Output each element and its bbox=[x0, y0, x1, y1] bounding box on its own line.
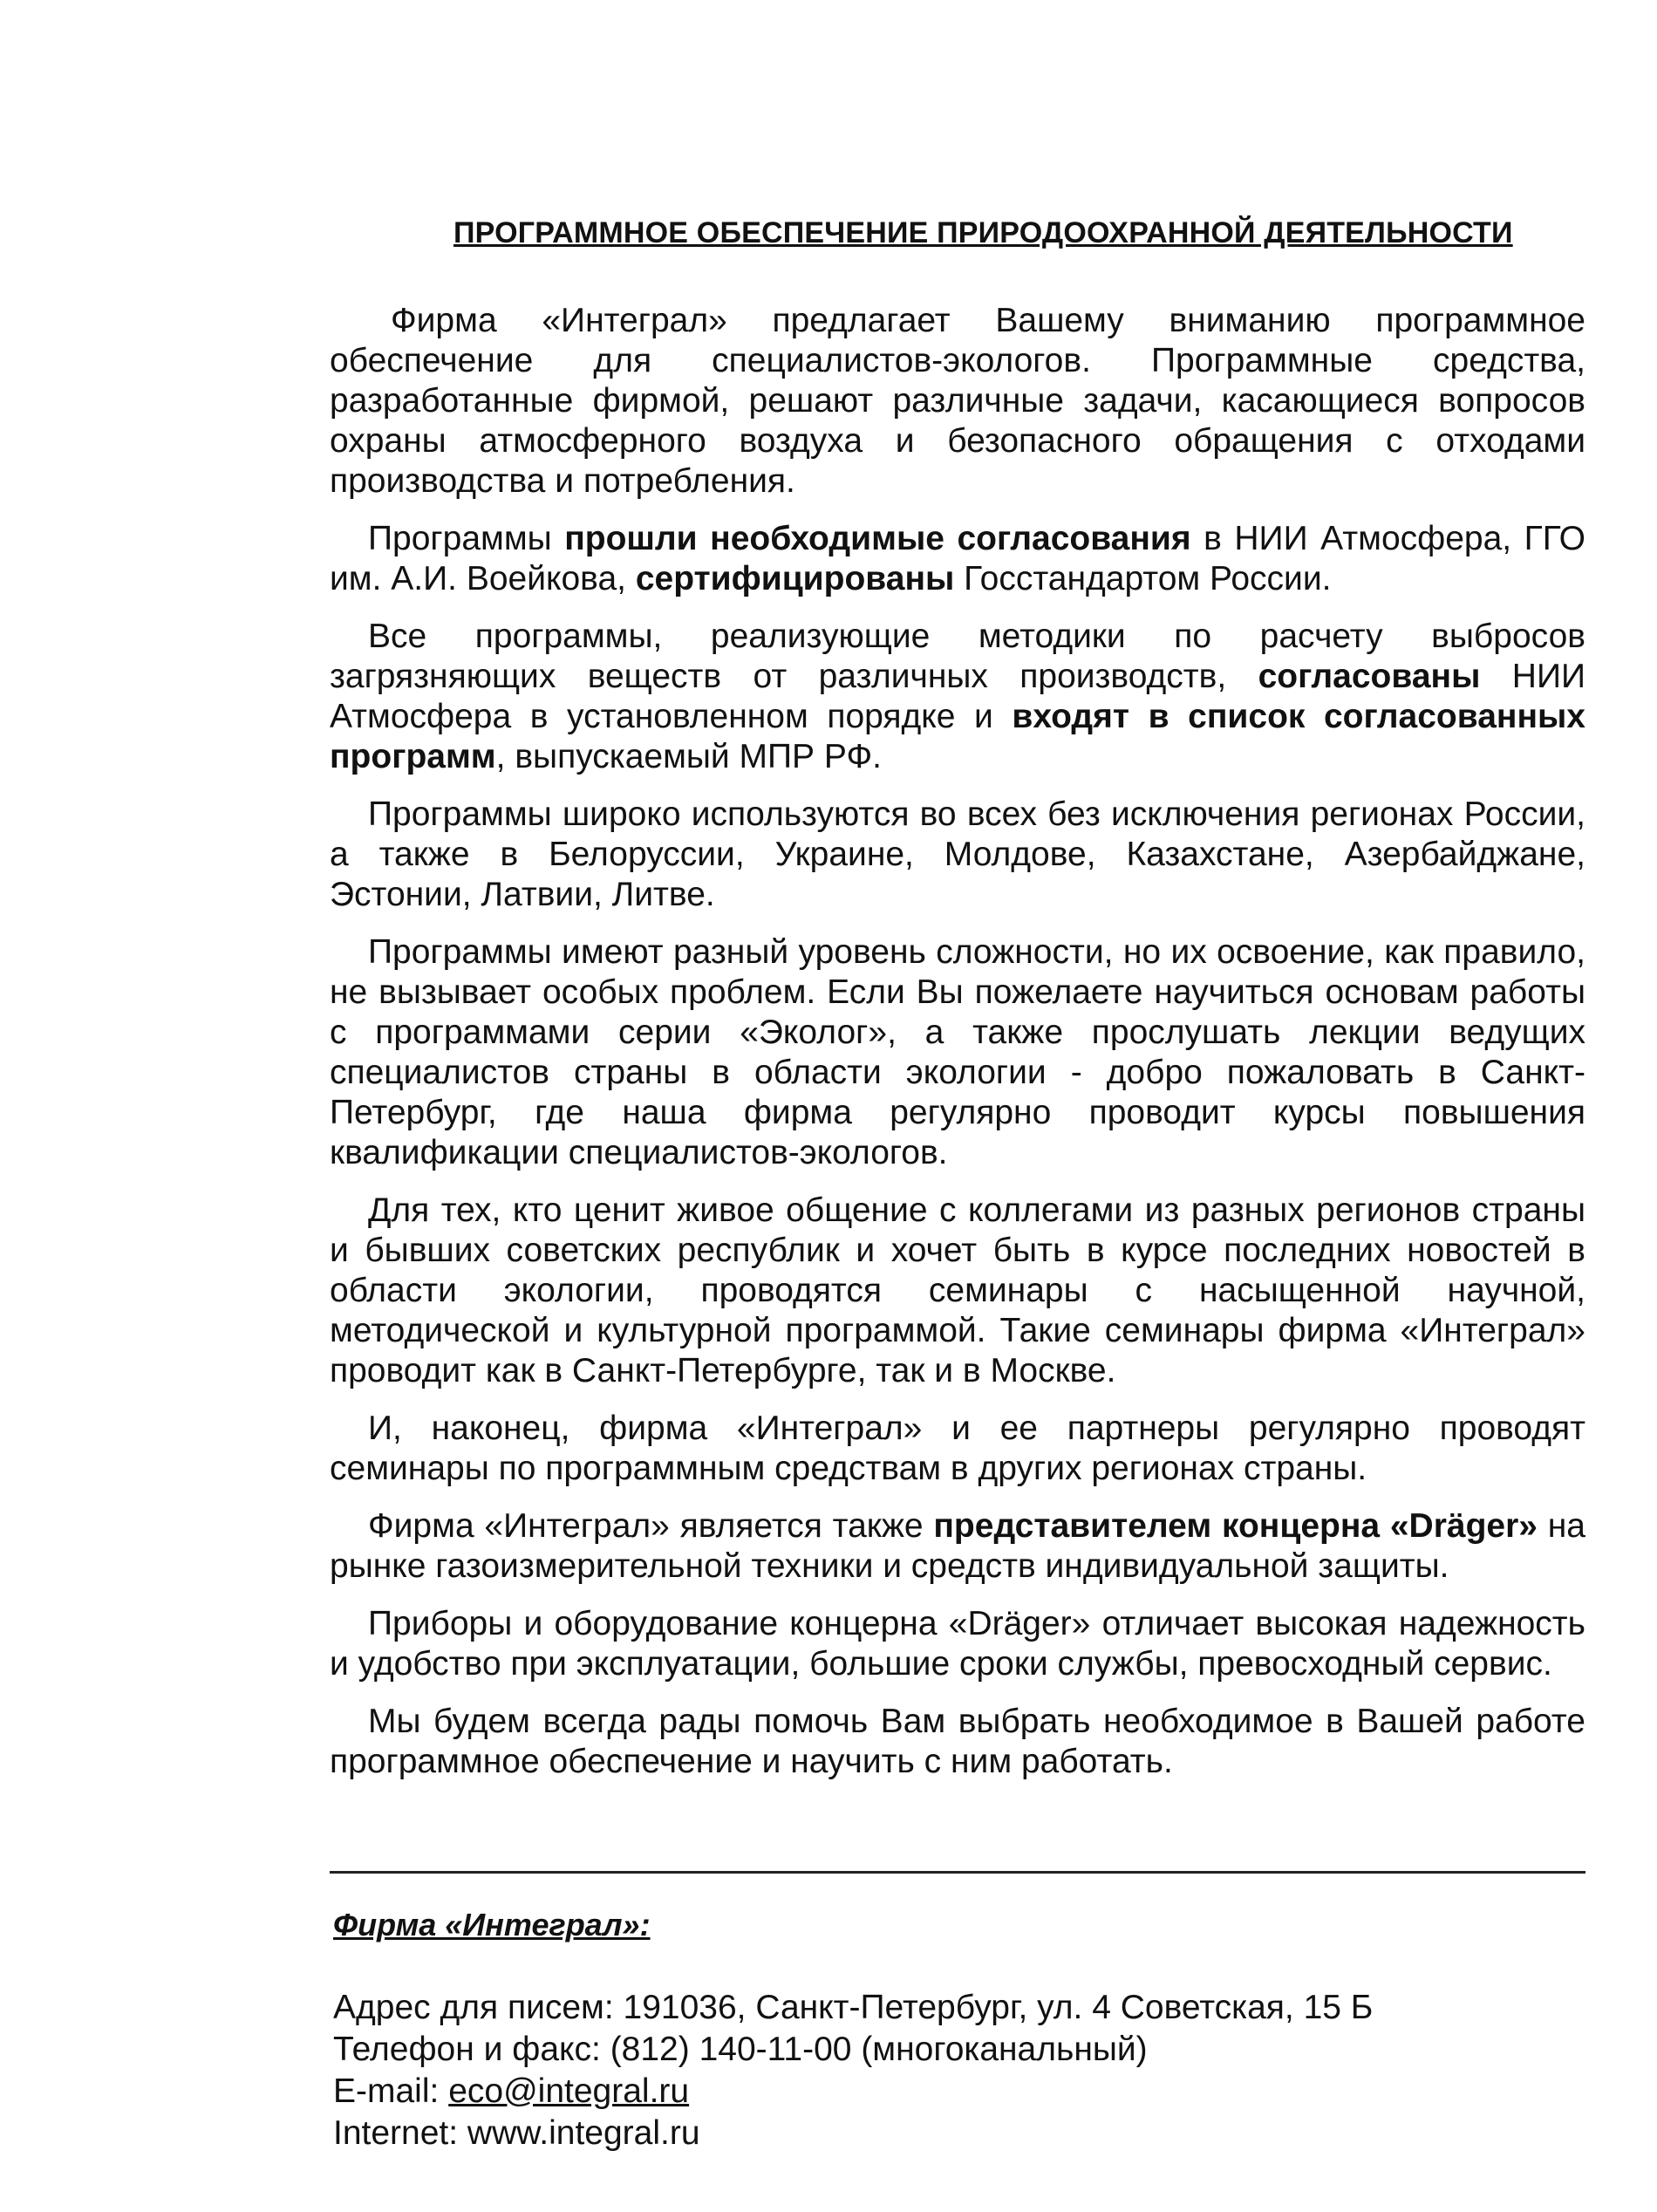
company-heading: Фирма «Интеграл»: bbox=[333, 1907, 651, 1942]
paragraph-text: , выпускаемый МПР РФ. bbox=[495, 738, 882, 775]
paragraph-text: в НИИ Атмосфера, ГГО им. А.И. Воейкова, bbox=[330, 520, 1586, 597]
separator-line bbox=[330, 1871, 1585, 1874]
paragraph-text: на рынке газоизмерительной техники и средств индивидуальной защиты. bbox=[330, 1507, 1585, 1585]
contact-block bbox=[333, 1987, 1572, 2154]
emphasis-drager: представителем концерна «Dräger» bbox=[933, 1507, 1538, 1545]
paragraph-seminars bbox=[330, 1191, 1585, 1391]
paragraph-text: Все программы, реализующие методики по расчету выбросов загрязняющих веществ от различных производств, bbox=[330, 618, 1585, 695]
paragraph-regions bbox=[330, 795, 1585, 915]
paragraph-text: Фирма «Интеграл» предлагает Вашему вниманию программное обеспечение для специалистов-экологов. Программные средства, разработанные фирмой, решают различные задачи, касающиеся вопросов охраны атмосферного воздуха и безопасного обращения с отходами производства и потребления. bbox=[330, 302, 1585, 500]
document-title: ПРОГРАММНОЕ ОБЕСПЕЧЕНИЕ ПРИРОДООХРАННОЙ ДЕЯТЕЛЬНОСТИ bbox=[453, 216, 1513, 249]
paragraph-methods bbox=[330, 617, 1585, 777]
paragraph-text: Мы будем всегда рады помочь Вам выбрать необходимое в Вашей работе программное обеспечение и научить с ним работать. bbox=[330, 1703, 1585, 1780]
email-line bbox=[333, 2071, 1572, 2113]
paragraph-intro bbox=[330, 301, 1585, 502]
paragraph-text: Госстандартом России. bbox=[954, 560, 1332, 597]
paragraph-text: Программы bbox=[368, 520, 565, 557]
document-body bbox=[330, 301, 1585, 1799]
paragraph-text: Программы имеют разный уровень сложности, но их освоение, как правило, не вызывает особых проблем. Если Вы пожелаете научиться основам работы с программами серии «Эколог», а также прослушать лекции ведущих специалистов страны в области экологии - добро пожаловать в Санкт-Петербург, где наша фирма регулярно проводит курсы повышения квалификации специалистов-экологов. bbox=[330, 933, 1585, 1171]
paragraph-text: И, наконец, фирма «Интеграл» и ее партнеры регулярно проводят семинары по программным средствам в других регионах страны. bbox=[330, 1410, 1585, 1487]
paragraph-approvals bbox=[330, 519, 1585, 599]
paragraph-text: Фирма «Интеграл» является также bbox=[368, 1507, 934, 1545]
paragraph-drager-quality bbox=[330, 1604, 1585, 1684]
paragraph-drager-representative bbox=[330, 1506, 1585, 1587]
paragraph-partners bbox=[330, 1409, 1585, 1489]
emphasis-approved-list: входят в список согласованных программ bbox=[330, 698, 1585, 775]
phone-line: Телефон и факс: (812) 140-11-00 (многоканальный) bbox=[333, 2031, 1148, 2068]
paragraph-training bbox=[330, 932, 1585, 1173]
paragraph-text: Для тех, кто ценит живое общение с коллегами из разных регионов страны и бывших советских республик и хочет быть в курсе последних новостей в области экологии, проводятся семинары с насыщенной научной, методической и культурной программой. Такие семинары фирма «Интеграл» проводит как в Санкт-Петербурге, так и в Москве. bbox=[330, 1191, 1585, 1389]
internet-line[interactable]: Internet: www.integral.ru bbox=[333, 2114, 700, 2152]
paragraph-text: Программы широко используются во всех без исключения регионах России, а также в Белоруссии, Украине, Молдове, Казахстане, Азербайджане, Эстонии, Латвии, Литве. bbox=[330, 795, 1585, 913]
paragraph-closing bbox=[330, 1702, 1585, 1782]
emphasis-approvals: прошли необходимые согласования bbox=[564, 520, 1191, 557]
emphasis-certified: сертифицированы bbox=[635, 560, 955, 597]
address-line: Адрес для писем: 191036, Санкт-Петербург, ул. 4 Советская, 15 Б bbox=[333, 1989, 1374, 2026]
paragraph-text: НИИ Атмосфера в установленном порядке и bbox=[330, 658, 1586, 735]
email-link[interactable]: eco@integral.ru bbox=[448, 2072, 690, 2110]
emphasis-agreed: согласованы bbox=[1258, 658, 1481, 695]
paragraph-text: Приборы и оборудование концерна «Dräger» отличает высокая надежность и удобство при эксплуатации, большие сроки службы, превосходный сервис. bbox=[330, 1605, 1585, 1683]
email-label: E-mail: bbox=[333, 2072, 449, 2110]
